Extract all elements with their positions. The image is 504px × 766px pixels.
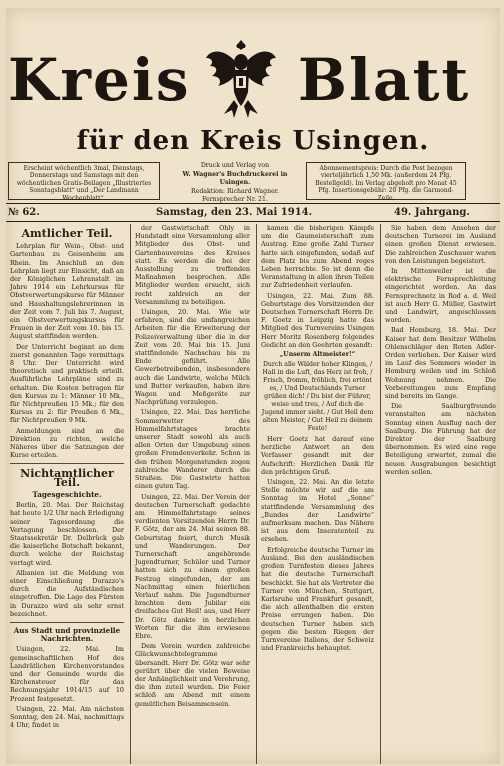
article-paragraph: Usingen, 22. Mai. Der Verein der deutschen Turnerschaft gedachte am Himmelfahrtstage seines verdienten Vorsitzenden Herrn Dr. F. Götz, der am 24. Mai seinen 88. Geburtstag feiert, durch Musik und Wanderungen. Der Turnerschaft angehörende Jugendturner, Schüler und Turner hatten sich zu einem großen Festzug eingefunden, der am Nachmittag einen feierlichen Verlauf nahm. Die Jugendturner brachten dem Jubilar ein dreifaches Gut Heil! aus, und Herr Dr. Götz dankte in herzlichen Worten für die ihm erwiesene Ehre. bbox=[135, 492, 250, 640]
article-paragraph: Lehrplan für Wein-, Obst- und Gartenbau zu Geisenheim am Rhein. Im Anschluß an den Lehrplan liegt zur Einsicht, daß an der Königlichen Lehranstalt im Jahre 1914 ein Lehrkursus für Obstverwertungskurse für Männer und Haushaltungslehrerinnen in der Zeit vom 7. Juli bis 7. August, ein Obstverwertungskursus für Frauen in der Zeit vom 10. bis 15. August stattfinden werden. bbox=[10, 242, 124, 341]
article-paragraph: Usingen, 20. Mai. Wie wir erfahren, sind die umfangreichen Arbeiten für die Erweiterung der Polizeiverwaltung über die in der Zeit vom 20. Mai bis 15. Juni stattfindende Nachschau bis zu Ende geführt. Alle Gewerbetreibenden, insbesondere auch die Landwirte, welche Milch und Butter verkaufen, haben ihre Wagen und Meßgeräte zur Nachprüfung vorzulegen. bbox=[135, 308, 250, 407]
masthead-title-right: Blatt bbox=[298, 46, 471, 114]
subsection-heading: Tagesgeschichte. bbox=[32, 489, 102, 499]
article-paragraph: der Gastwirtschaft Ohly in Hundstadt eine Versammlung aller Mitglieder des Obst- und Gartenbauvereins des Kreises statt. Es werden die bei der Ausstellung zu treffenden Maßnahmen besprochen. Alle Mitglieder werden ersucht, sich recht zahlreich an der Versammlung zu beteiligen. bbox=[135, 224, 250, 306]
publisher-line: Redaktion: Richard Wagner. bbox=[191, 187, 279, 195]
article-paragraph: Die Saalburgfreunde veranstalten am nächsten Sonntag einen Ausflug nach der Saalburg. Die Führung hat der Direktor der Saalburg übernommen. Es wird eine rege Beteiligung erwartet, zumal die neuen Ausgrabungen besichtigt werden sollen. bbox=[385, 402, 496, 476]
article-paragraph: Bad Homburg, 18. Mai. Der Kaiser hat dem Besitzer Wilhelm Ohlenschläger den Roten Adler-Orden verliehen. Der Kaiser wird im Lauf des Sommers wieder in Homburg weilen und im Schloß Wohnung nehmen. Die Vorbereitungen zum Empfang sind bereits im Gange. bbox=[385, 326, 496, 401]
article-paragraph: Albanien ist die Meldung von einer Einschließung Durazzo's durch die Aufständischen eingetroffen. Die Lage des Fürsten in Durazzo wird als sehr ernst bezeichnet. bbox=[10, 568, 124, 618]
column-2 bbox=[130, 224, 254, 764]
subsection-heading: Aus Stadt und provinzielle Nachrichten. bbox=[13, 625, 121, 644]
eagle-emblem-icon bbox=[204, 36, 278, 120]
article-paragraph: Berlin, 20. Mai. Der Reichstag hat heute 1/2 Uhr nach Erledigung seiner Tagesordnung die Vertagung beschlossen. Der Staatssekretär Dr. Delbrück gab die kaiserliche Botschaft bekannt, durch welche der Reichstag vertagt wird. bbox=[10, 501, 124, 567]
divider bbox=[10, 463, 124, 464]
issue-number: № 62. bbox=[8, 207, 40, 218]
section-heading-official: Amtlicher Teil. bbox=[21, 227, 113, 240]
divider bbox=[6, 221, 500, 222]
article-paragraph: Sie haben dem Ansehen der deutschen Turnerei im Ausland einen großen Dienst erwiesen. Die zahlreichen Zuschauer waren von den Leistungen begeistert. bbox=[385, 224, 496, 265]
divider bbox=[10, 622, 124, 623]
info-row bbox=[6, 158, 500, 204]
article-paragraph: Usingen, 22. Mai. Am nächsten Sonntag, den 24. Mai, nachmittags 4 Uhr, findet in bbox=[10, 704, 124, 730]
masthead-subtitle: für den Kreis Usingen. bbox=[76, 126, 430, 156]
publisher-line: Fernsprecher Nr. 21. bbox=[202, 196, 268, 204]
column-1 bbox=[6, 224, 128, 764]
subscription-price-box: Abonnementspreis: Durch die Post bezogen vierteljährlich 1,50 Mk. (außerdem 24 Pfg. Bestellgeld). Im Verlag abgeholt pro Monat 45 Pfg. Insertionsgebühr: 20 Pfg. die Garmond-Zeile. bbox=[306, 162, 466, 200]
article-paragraph: Usingen, 22. Mai. Zum 88. Geburtstage des Vorsitzenden der Deutschen Turnerschaft Herrn Dr. F. Goetz in Leipzig hatte das Mitglied des Turnvereins Usingen Herr Moritz Rosenberg folgendes Gedicht an den Geehrten gesandt: bbox=[261, 291, 374, 349]
publication-schedule-box: Erscheint wöchentlich 3mal, Dienstags, Donnerstags und Samstags mit den wöchentlichen Gratis-Beilagen „Illustriertes Sonntagsblatt“ und „Der Landmann Wochenblatt“. bbox=[8, 162, 160, 200]
article-paragraph: Dem Verein wurden zahlreiche Glückwunschtelegramme übersandt. Herr Dr. Götz war sehr gerührt über die vielen Beweise der Anhänglichkeit und Verehrung, die ihm zuteil wurden. Die Feier schloß am Abend mit einem gemütlichen Beisammensein. bbox=[135, 642, 250, 708]
issue-date: Samstag, den 23. Mai 1914. bbox=[156, 207, 313, 218]
masthead-title-left: Kreis bbox=[8, 46, 191, 114]
column-4 bbox=[380, 224, 500, 764]
newspaper-page bbox=[6, 8, 500, 764]
article-paragraph: Usingen, 22. Mai. Das herrliche Sommerwetter des Himmelfahrtstages brachte unserer Stadt sowohl als auch allen Orten der Umgebung einen großen Fremdenverkehr. Schon in den frühen Morgenstunden zogen zahlreiche Wanderer durch die Straßen. Die Gastwirte hatten einen guten Tag. bbox=[135, 408, 250, 491]
article-paragraph: Herr Goetz hat darauf eine herzliche Antwort an den Verfasser gesandt mit der Aufschrift: Herzlichen Dank für den prächtigen Gruß. bbox=[261, 435, 374, 476]
article-paragraph: Usingen, 22. Mai. An die letzte Stelle möchte wir auf die am Sonntag im Hotel „Sonne“ stattfindende Versammlung des „Bundes der Landwirte“ aufmerksam machen. Das Nähere ist aus dem Inseratenteil zu ersehen. bbox=[261, 478, 374, 544]
volume-year: 49. Jahrgang. bbox=[394, 207, 470, 218]
article-paragraph: Der Unterricht beginnt an dem zuerst genannten Tage vormittags 8 Uhr. Der Unterricht wird theoretisch und praktisch erteilt. Ausführliche Lehrpläne sind zu erhalten. Die Kosten betragen für den Kursus zu 1: Männer 10 Mk., für Nichtpreußen 15 Mk.; für den Kursus zu 2: für Preußen 6 Mk., für Nichtpreußen 9 Mk. bbox=[10, 342, 124, 425]
article-paragraph: Anmeldungen sind an die Direktion zu richten, welche Näheres über die Satzungen der Kurse erteilen. bbox=[10, 426, 124, 460]
article-columns bbox=[6, 224, 500, 764]
divider bbox=[6, 203, 500, 204]
article-paragraph: kamen die bisherigen Kämpfe um die Gaumeisterschaft zum Austrag. Eine große Zahl Turner hatte sich eingefunden, sodaß auf dem Platz bis zum Abend reges Leben herrschte. So ist denn die Veranstaltung in allen ihren Teilen zur Zufriedenheit verlaufen. bbox=[261, 224, 374, 290]
article-paragraph: Usingen, 22. Mai. Im gemeinschaftlichen Hof des Landrätlichen Kirchenvorstandes und der Gemeinde wurde die Kirchensteuer für das Rechnungsjahr 1914/15 auf 10 Prozent festgesetzt. bbox=[10, 645, 124, 703]
publisher-line: W. Wagner's Buchdruckerei in Usingen. bbox=[182, 170, 288, 187]
article-paragraph: Erfolgreiche deutsche Turner im Ausland. Bei den ausländischen großen Turnfesten dieses Jahres hat die deutsche Turnerschaft beschickt. Sie hat als Vertreter die Turner von München, Stuttgart, Karlsruhe und Frankfurt gesandt, die sich allenthalben die ersten Preise errungen haben. Die deutschen Turner haben sich gegen die besten Riegen der Turnvereine Italiens, der Schweiz und Frankreichs behauptet. bbox=[261, 545, 374, 653]
section-heading-nonofficial: Nichtamtlicher Teil. bbox=[20, 467, 114, 489]
poem-text: Durch alle Wälder hoher Klingen, / Hall in die Luft, das Herz ist froh, / Frisch, fromm, fröhlich, frei ertönt es, / Und Deutschlands Turner grüßen dich! / Du bist der Führer, weise und treu, / Auf dich die Jugend immer sieht. / Gut Heil dem alten Meister, / Gut Heil zu deinem Feste! bbox=[261, 361, 374, 433]
column-3 bbox=[256, 224, 378, 764]
poem-title: „Unserm Altmeister!“ bbox=[279, 351, 356, 359]
publisher-info bbox=[174, 162, 296, 205]
dateline bbox=[6, 205, 500, 221]
article-paragraph: In Mittenweiler ist die elektrische Fernsprechleitung eingerichtet worden. An das Fernsprechnetz in Rod a. d. Weil ist auch Herr G. Müller, Gastwirt und Landwirt, angeschlossen worden. bbox=[385, 267, 496, 325]
publisher-line: Druck und Verlag von bbox=[200, 162, 270, 169]
masthead bbox=[6, 8, 500, 158]
